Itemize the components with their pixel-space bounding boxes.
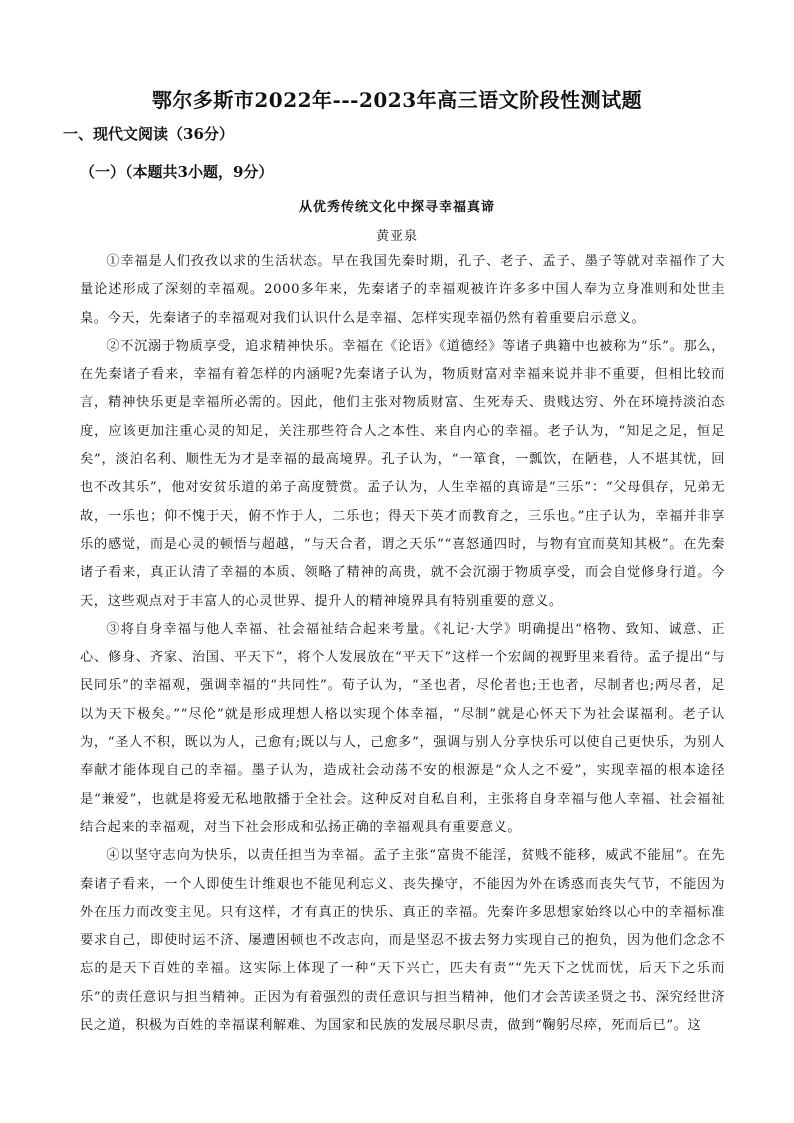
paragraph: ④以坚守志向为快乐，以责任担当为幸福。孟子主张“富贵不能淫，贫贱不能移，威武不能屈”。在先秦诸子看来，一个人即使生计维艰也不能见利忘义、丧失操守，不能因为外在诱惑而丧失气节，不能因为外在压力而改变主见。只有这样，才有真正的快乐、真正的幸福。先秦许多思想家始终以心中的幸福标准要求自己，即使时运不济、屡遭困顿也不改志向，而是坚忍不拔去努力实现自己的抱负，因为他们念念不忘的是天下百姓的幸福。这实际上体现了一种“天下兴亡，匹夫有责”“先天下之忧而忧，后天下之乐而乐”的责任意识与担当精神。正因为有着强烈的责任意识与担当精神，他们才会苦读圣贤之书、深究经世济民之道，积极为百姓的幸福谋利解难、为国家和民族的发展尽职尽责，做到“鞠躬尽瘁，死而后已”。这 [80,848,725,1034]
question-group-heading: （一）（本题共3小题，9分） [80,163,274,181]
paragraph: ①幸福是人们孜孜以求的生活状态。早在我国先秦时期，孔子、老子、孟子、墨子等就对幸福作了大量论述形成了深刻的幸福观。2000多年来，先秦诸子的幸福观被许许多多中国人奉为立身准则和处世圭臬。今天，先秦诸子的幸福观对我们认识什么是幸福、怎样实现幸福仍然有着重要启示意义。 [80,254,725,326]
article-title: 从优秀传统文化中探寻幸福真谛 [298,200,495,215]
section-heading: 一、现代文阅读（36分） [63,125,234,143]
paragraph: ③将自身幸福与他人幸福、社会福祉结合起来考量。《礼记·大学》明确提出“格物、致知、诚意、正心、修身、齐家、治国、平天下”，将个人发展放在“平天下”这样一个宏阔的视野里来看待。孟子提出“与民同乐”的幸福观，强调幸福的“共同性”。荀子认为，“圣也者，尽伦者也;王也者，尽制者也;两尽者，足以为天下极矣。”“尽伦”就是形成理想人格以实现个体幸福，“尽制”就是心怀天下为社会谋福利。老子认为，“圣人不积，既以为人，己愈有;既以与人，己愈多”，强调与别人分享快乐可以使自己更快乐，为别人奉献才能体现自己的幸福。墨子认为，造成社会动荡不安的根源是“众人之不爱”，实现幸福的根本途径是“兼爱”，也就是将爱无私地散播于全社会。这种反对自私自利，主张将自身幸福与他人幸福、社会福祉结合起来的幸福观，对当下社会形成和弘扬正确的幸福观具有重要意义。 [80,621,725,835]
paragraph: ②不沉溺于物质享受，追求精神快乐。幸福在《论语》《道德经》等诸子典籍中也被称为“乐”。那么，在先秦诸子看来，幸福有着怎样的内涵呢?先秦诸子认为，物质财富对幸福来说并非不重要，但相比较而言，精神快乐更是幸福所必需的。因此，他们主张对物质财富、生死寿夭、贵贱达穷、外在环境持淡泊态度，应该更加注重心灵的知足，关注那些符合人之本性、来自内心的幸福。老子认为，“知足之足，恒足矣”，淡泊名利、顺性无为才是幸福的最高境界。孔子认为，“一箪食，一瓢饮，在陋巷，人不堪其忧，回也不改其乐”，他对安贫乐道的弟子高度赞赏。孟子认为，人生幸福的真谛是“三乐”：“父母俱存，兄弟无故，一乐也；仰不愧于天，俯不怍于人，二乐也；得天下英才而教育之，三乐也。”庄子认为，幸福并非享乐的感觉，而是心灵的顿悟与超越，“与天合者，谓之天乐”“喜怒通四时，与物有宜而莫知其极”。在先秦诸子看来，真正认清了幸福的本质、领略了精神的高贵，就不会沉溺于物质享受，而会自觉修身行道。今天，这些观点对于丰富人的心灵世界、提升人的精神境界具有特别重要的意义。 [80,338,725,609]
article-body [80,248,725,1040]
exam-title: 鄂尔多斯市2022年---2023年高三语文阶段性测试题 [151,88,643,112]
article-author: 黄亚泉 [375,229,418,244]
